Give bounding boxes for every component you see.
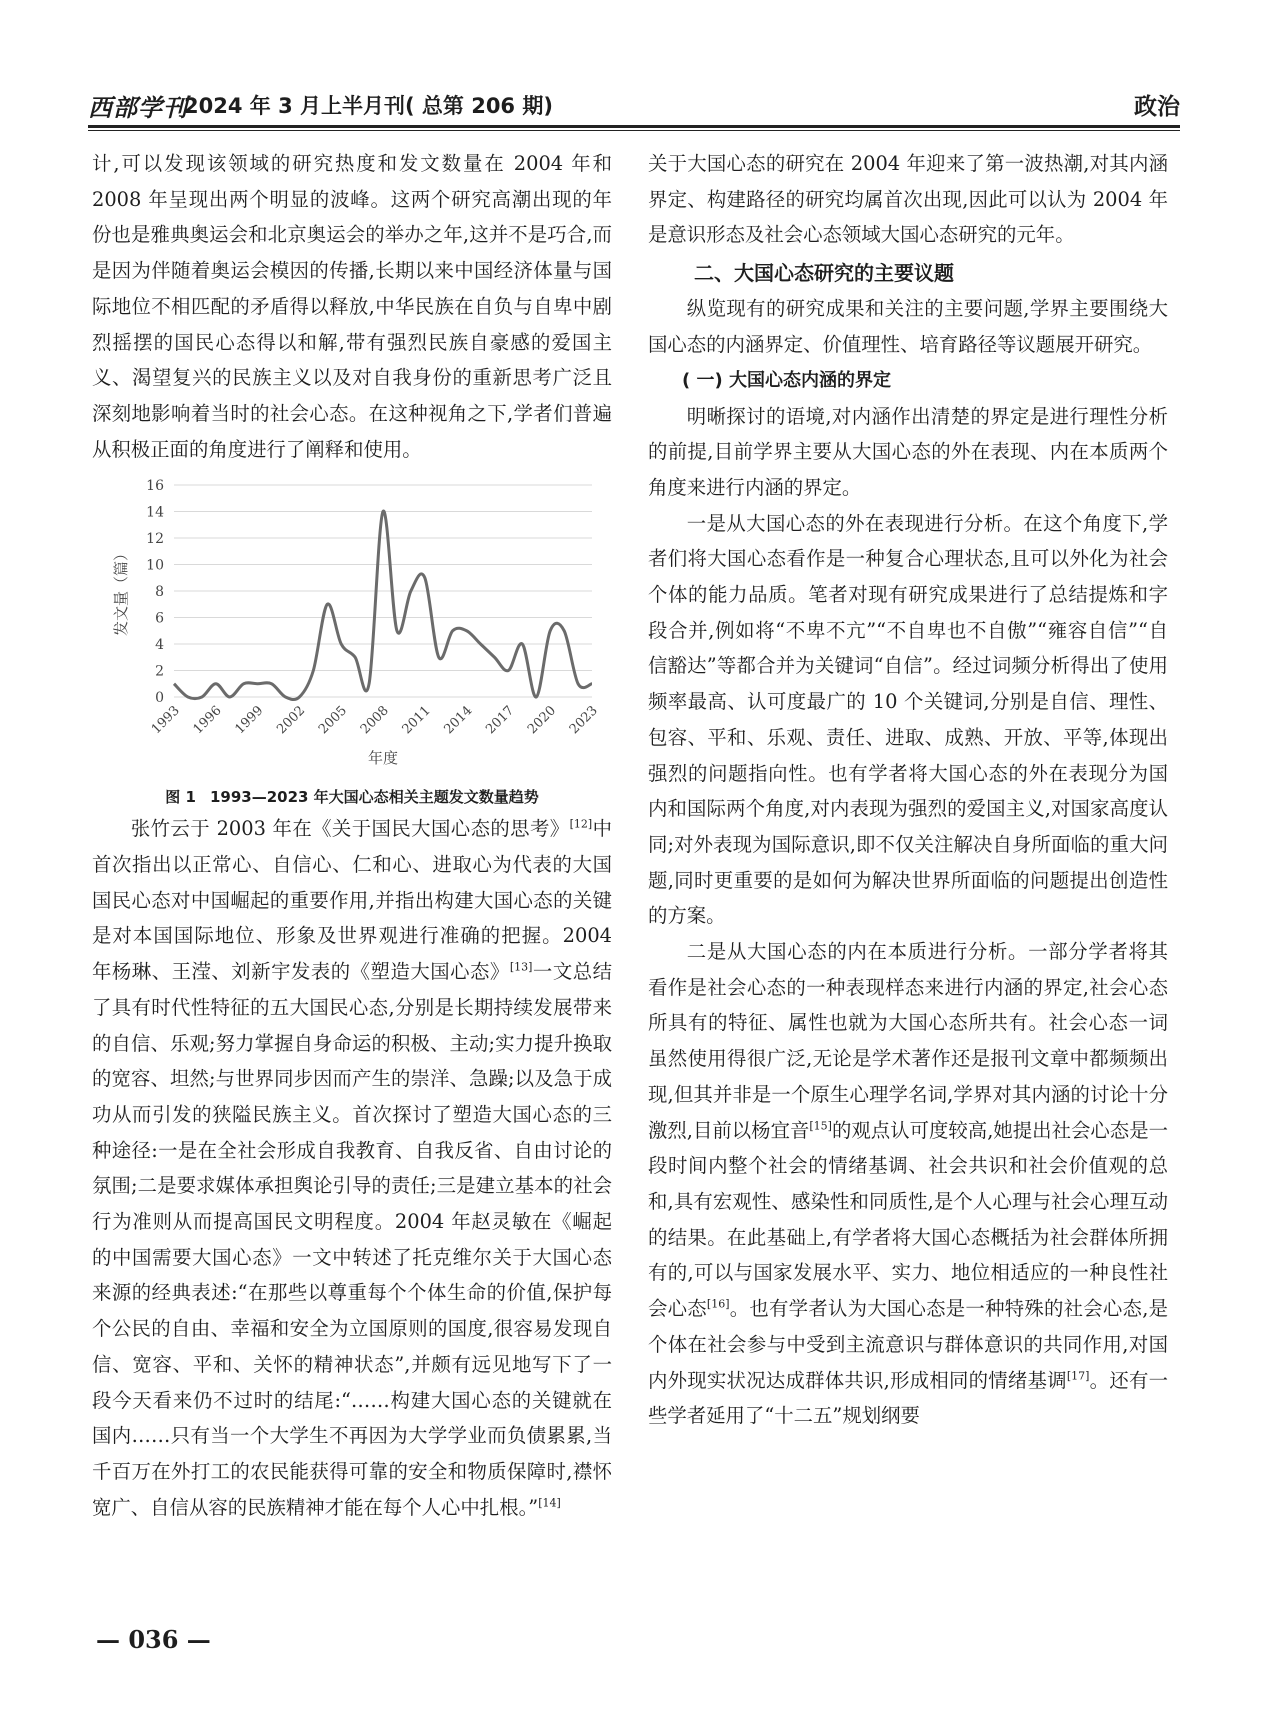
x-tick-label: 2014 <box>441 703 476 738</box>
header-rule-thick <box>88 125 1180 128</box>
figure-caption-text: 1993—2023 年大国心态相关主题发文数量趋势 <box>209 788 539 807</box>
series-line <box>174 511 592 700</box>
section-heading-2: 二、大国心态研究的主要议题 <box>694 261 954 286</box>
left-paragraph-2 <box>92 811 612 1525</box>
y-axis-label: 发文量（篇） <box>112 546 130 637</box>
y-tick-label: 10 <box>146 557 164 574</box>
x-tick-label: 2002 <box>274 703 309 738</box>
x-tick-label: 2023 <box>566 703 601 738</box>
x-tick-label: 2020 <box>525 703 560 738</box>
y-tick-label: 2 <box>155 663 164 680</box>
right-paragraph-1: 关于大国心态的研究在 2004 年迎来了第一波热潮,对其内涵界定、构建路径的研究均属首次出现,因此可以认为 2004 年是意识形态及社会心态领域大国心态研究的元年。 <box>648 152 1168 247</box>
left-p2-text-a: 张竹云于 2003 年在《关于国民大国心态的思考》 <box>130 817 570 841</box>
right-p5-text-a: 二是从大国心态的内在本质进行分析。一部分学者将其看作是社会心态的一种表现样态来进行内涵的界定,社会心态所具有的特征、属性也就为大国心态所共有。社会心态一词虽然使用得很广泛,无论是学术著作还是报刊文章中都频频出现,但其并非是一个原生心理学名词,学界对其内涵的讨论十分激烈,目前以杨宜音 <box>648 940 1168 1142</box>
y-tick-label: 12 <box>146 531 164 548</box>
citation-13: [13] <box>509 960 533 974</box>
right-paragraph-4: 一是从大国心态的外在表现进行分析。在这个角度下,学者们将大国心态看作是一种复合心理状态,且可以外化为社会个体的能力品质。笔者对现有研究成果进行了总结提炼和字段合并,例如将“不卑不亢”“不自卑也不自傲”“雍容自信”“自信豁达”等都合并为关键词“自信”。经过词频分析得出了使用频率最高、认可度最广的 10 个关键词,分别是自信、理性、包容、平和、乐观、责任、进取、成熟、开放、平等,体现出强烈的问题指向性。也有学者将大国心态的外在表现分为国内和国际两个角度,对内表现为强烈的爱国主义,对国家高度认同;对外表现为国际意识,即不仅关注解决自身所面临的重大问题,同时更重要的是如何为解决世界所面临的问题提出创造性的方案。 <box>648 511 1168 928</box>
x-tick-label: 1996 <box>190 703 225 738</box>
line-chart <box>92 471 612 781</box>
x-tick-label: 1999 <box>232 703 267 738</box>
x-tick-label: 2011 <box>399 703 434 738</box>
figure-caption <box>92 783 612 811</box>
right-p5-text-b: 的观点认可度较高,她提出社会心态是一段时间内整个社会的情绪基调、社会共识和社会价值观的总和,具有宏观性、感染性和同质性,是个人心理与社会心理互动的结果。在此基础上,有学者将大国心态概括为社会群体所拥有的,可以与国家发展水平、实力、地位相适应的一种良性社会心态 <box>648 1118 1168 1321</box>
x-axis-label: 年度 <box>367 749 399 768</box>
page-number: — 036 — <box>96 1625 211 1654</box>
right-paragraph-5 <box>648 934 1168 1434</box>
y-tick-label: 14 <box>146 504 164 521</box>
header-rule-thin <box>88 130 1180 131</box>
right-paragraph-3: 明晰探讨的语境,对内涵作出清楚的界定是进行理性分析的前提,目前学界主要从大国心态的外在表现、内在本质两个角度来进行内涵的界定。 <box>648 404 1168 499</box>
figure-caption-number: 图 1 <box>165 788 196 807</box>
left-column <box>92 146 612 1525</box>
right-column <box>648 146 1168 1434</box>
left-paragraph-1: 计,可以发现该领域的研究热度和发文数量在 2004 年和 2008 年呈现出两个明显的波峰。这两个研究高潮出现的年份也是雅典奥运会和北京奥运会的举办之年,这并不是巧合,而是因为伴随着奥运会模因的传播,长期以来中国经济体量与国际地位不相匹配的矛盾得以释放,中华民族在自负与自卑中剧烈摇摆的国民心态得以和解,带有强烈民族自豪感的爱国主义、渴望复兴的民族主义以及对自我身份的重新思考广泛且深刻地影响着当时的社会心态。在这种视角之下,学者们普遍从积极正面的角度进行了阐释和使用。 <box>92 152 612 461</box>
x-tick-label: 1993 <box>148 703 183 738</box>
x-tick-label: 2017 <box>483 703 518 738</box>
citation-17: [17] <box>1066 1369 1090 1383</box>
page-header <box>88 82 1180 126</box>
figure-1 <box>92 471 612 781</box>
left-p2-text-c: 一文总结了具有时代性特征的五大国民心态,分别是长期持续发展带来的自信、乐观;努力掌握自身命运的积极、主动;实力提升换取的宽容、坦然;与世界同步因而产生的崇洋、急躁;以及急于成功从而引发的狭隘民族主义。首次探讨了塑造大国心态的三种途径:一是在全社会形成自我教育、自我反省、自由讨论的氛围;二是要求媒体承担舆论引导的责任;三是建立基本的社会行为准则从而提高国民文明程度。2004 年赵灵敏在《崛起的中国需要大国心态》一文中转述了托克维尔关于大国心态来源的经典表述:“在那些以尊重每个个体生命的价值,保护每个公民的自由、幸福和安全为立国原则的国度,很容易发现自信、宽容、平和、关怀的精神状态”,并颇有远见地写下了一段今天看来仍不过时的结尾:“……构建大国心态的关键就在国内……只有当一个大学生不再因为大学学业而负债累累,当千百万在外打工的农民能获得可靠的安全和物质保障时,襟怀宽广、自信从容的民族精神才能在每个人心中扎根。” <box>92 960 613 1519</box>
section-name: 政治 <box>1134 94 1180 120</box>
x-tick-label: 2005 <box>316 703 351 738</box>
citation-14: [14] <box>538 1496 561 1510</box>
right-paragraph-2: 纵览现有的研究成果和关注的主要问题,学界主要围绕大国心态的内涵界定、价值理性、培育路径等议题展开研究。 <box>648 297 1168 356</box>
right-p5-text-c: 。也有学者认为大国心态是一种特殊的社会心态,是个体在社会参与中受到主流意识与群体意识的共同作用,对国内外现实状况达成群体共识,形成相同的情绪基调 <box>648 1297 1168 1392</box>
y-tick-label: 6 <box>155 610 164 627</box>
right-p5-text-d: 。还有一些学者延用了“十二五”规划纲要 <box>648 1368 1168 1428</box>
citation-15: [15] <box>809 1119 832 1133</box>
y-tick-label: 0 <box>155 690 164 707</box>
y-tick-label: 16 <box>146 478 164 495</box>
citation-16: [16] <box>706 1297 730 1311</box>
issue-info: 2024 年 3 月上半月刊( 总第 206 期) <box>184 94 553 118</box>
subsection-heading-1: ( 一) 大国心态内涵的界定 <box>682 369 891 391</box>
x-tick-label: 2008 <box>357 703 392 738</box>
y-tick-label: 4 <box>155 637 164 654</box>
citation-12: [12] <box>569 817 593 831</box>
y-tick-label: 8 <box>155 584 164 601</box>
journal-name: 西部学刊 <box>88 93 188 122</box>
left-p2-text-b: 中首次指出以正常心、自信心、仁和心、进取心为代表的大国国民心态对中国崛起的重要作用,并指出构建大国心态的关键是对本国国际地位、形象及世界观进行准确的把握。2004 年杨琳、王滢、刘新宇发表的《塑造大国心态》 <box>92 817 612 984</box>
